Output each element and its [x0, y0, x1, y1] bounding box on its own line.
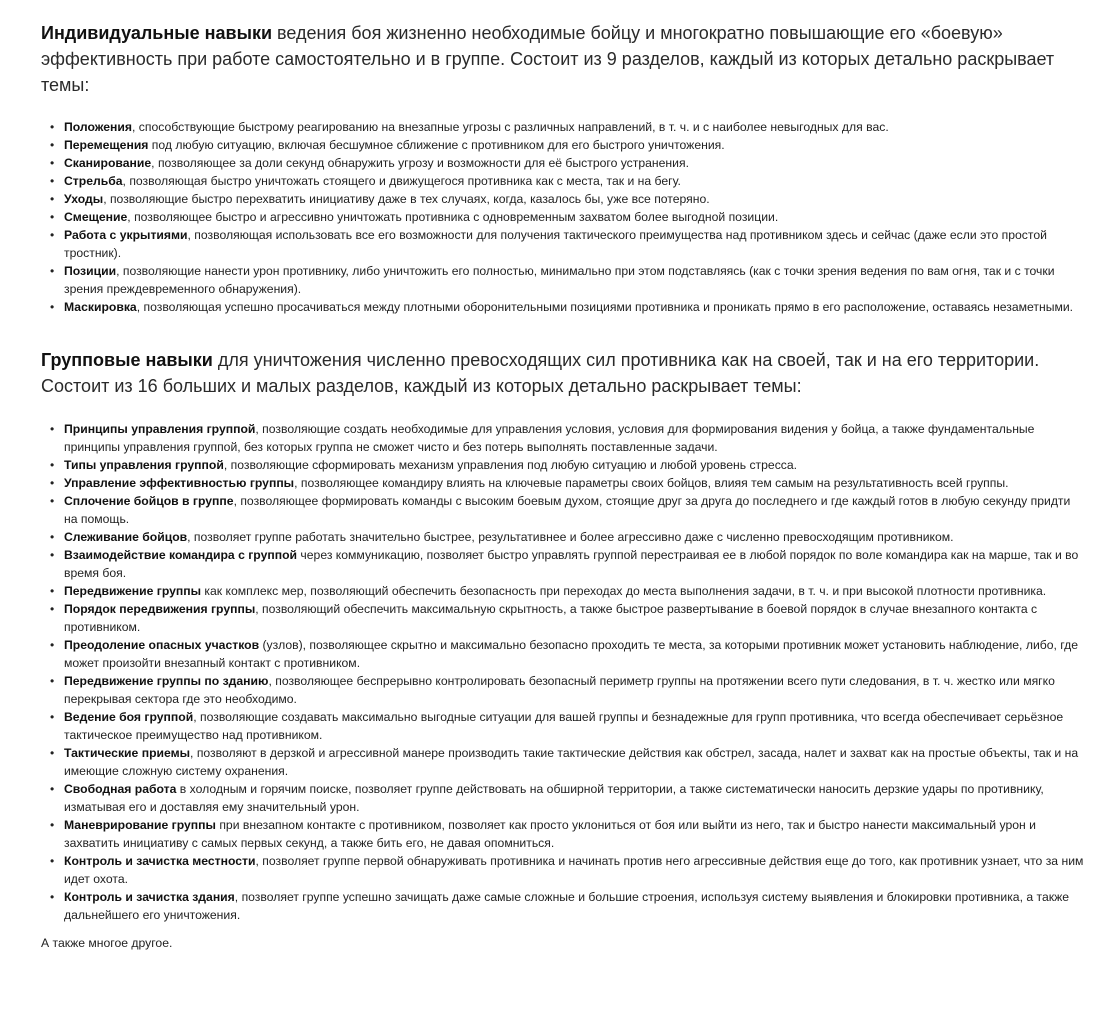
list-item-text: , позволяющие нанести урон противнику, либо уничтожить его полностью, минимально при этом подставляясь (как с точки зрения ведения по вам огня, так и с точки зрения преждевременного обнаружения).	[64, 264, 1055, 296]
list-item-term: Работа с укрытиями	[64, 228, 188, 242]
list-item-text: при внезапном контакте с противником, позволяет как просто уклониться от боя или выйти из него, так и быстро нанести максимальный урон и захватить инициативу с самых первых секунд, а также бить его, не давая опомниться.	[64, 818, 1036, 850]
bullet-icon: •	[50, 174, 55, 188]
bullet-icon: •	[50, 458, 55, 472]
list-item	[48, 672, 1084, 708]
list-item	[48, 420, 1084, 456]
bullet-icon: •	[50, 854, 55, 868]
list-item-text: через коммуникацию, позволяет быстро управлять группой перестраивая ее в любой порядок по воле командира как на марше, так и во время боя.	[64, 548, 1079, 580]
group-skills-intro-text: для уничтожения численно превосходящих сил противника как на своей, так и на его территории. Состоит из 16 больших и малых разделов, каждый из которых детально раскрывает темы:	[41, 350, 1040, 396]
list-item-term: Стрельба	[64, 174, 123, 188]
individual-skills-section	[41, 20, 1091, 316]
list-item-text: как комплекс мер, позволяющий обеспечить безопасность при переходах до места выполнения задачи, в т. ч. и при высокой плотности противника.	[201, 584, 1047, 598]
list-item	[48, 136, 1084, 154]
list-item-text: , позволяющая использовать все его возможности для получения тактического преимущества над противником здесь и сейчас (даже если это простой тростник).	[64, 228, 1047, 260]
list-item-text: , позволяющее формировать команды с высоким боевым духом, стоящие друг за друга до последнего и где каждый готов в любую секунду придти на помощь.	[64, 494, 1071, 526]
list-item	[48, 492, 1084, 528]
list-item	[48, 208, 1084, 226]
bullet-icon: •	[50, 228, 55, 242]
list-item-text: , позволяющий обеспечить максимальную скрытность, а также быстрое развертывание в боевой порядок в случае внезапного контакта с противником.	[64, 602, 1038, 634]
list-item-term: Передвижение группы по зданию	[64, 674, 269, 688]
list-item-term: Смещение	[64, 210, 128, 224]
group-skills-title: Групповые навыки	[41, 350, 213, 370]
list-item-term: Слеживание бойцов	[64, 530, 188, 544]
list-item	[48, 528, 1084, 546]
list-item	[48, 888, 1084, 924]
bullet-icon: •	[50, 494, 55, 508]
list-item	[48, 816, 1084, 852]
list-item-term: Порядок передвижения группы	[64, 602, 256, 616]
bullet-icon: •	[50, 548, 55, 562]
list-item-text: под любую ситуацию, включая бесшумное сближение с противником для его быстрого уничтожения.	[148, 138, 725, 152]
list-item	[48, 744, 1084, 780]
list-item	[48, 226, 1084, 262]
group-skills-intro	[41, 347, 1071, 399]
bullet-icon: •	[50, 674, 55, 688]
individual-skills-intro-text: ведения боя жизненно необходимые бойцу и многократно повышающие его «боевую» эффективность при работе самостоятельно и в группе. Состоит из 9 разделов, каждый из которых детально раскрывает темы:	[41, 23, 1055, 95]
bullet-icon: •	[50, 530, 55, 544]
list-item-text: , позволяющее за доли секунд обнаружить угрозу и возможности для её быстрого устранения.	[151, 156, 689, 170]
list-item-term: Сплочение бойцов в группе	[64, 494, 234, 508]
list-item-term: Контроль и зачистка здания	[64, 890, 235, 904]
article-content	[41, 20, 1091, 952]
list-item-term: Ведение боя группой	[64, 710, 194, 724]
list-item-text: , позволяющие быстро перехватить инициативу даже в тех случаях, когда, казалось бы, уже все потеряно.	[103, 192, 710, 206]
list-item-text: в холодным и горячим поиске, позволяет группе действовать на обширной территории, а также систематически наносить дерзкие удары по противнику, изматывая его и доставляя ему значительный урон.	[64, 782, 1044, 814]
list-item-term: Сканирование	[64, 156, 152, 170]
list-item	[48, 852, 1084, 888]
list-item-term: Тактические приемы	[64, 746, 191, 760]
bullet-icon: •	[50, 300, 55, 314]
list-item	[48, 172, 1084, 190]
list-item-text: , позволяющая быстро уничтожать стоящего и движущегося противника как с места, так и на бегу.	[122, 174, 681, 188]
bullet-icon: •	[50, 192, 55, 206]
list-item-term: Перемещения	[64, 138, 149, 152]
list-item	[48, 636, 1084, 672]
bullet-icon: •	[50, 602, 55, 616]
bullet-icon: •	[50, 422, 55, 436]
list-item	[48, 780, 1084, 816]
bullet-icon: •	[50, 782, 55, 796]
list-item	[48, 546, 1084, 582]
bullet-icon: •	[50, 746, 55, 760]
group-skills-list	[48, 420, 1084, 924]
list-item-term: Типы управления группой	[64, 458, 224, 472]
list-item-term: Маскировка	[64, 300, 137, 314]
list-item-text: , позволяет группе успешно зачищать даже самые сложные и большие строения, используя систему выявления и блокировки противника, а также дальнейшего его уничтожения.	[64, 890, 1070, 922]
bullet-icon: •	[50, 476, 55, 490]
individual-skills-list	[48, 118, 1084, 316]
list-item-text: , позволяющее беспрерывно контролировать безопасный периметр группы на протяжении всего пути следования, в т. ч. жестко или мягко перекрывая сектора где это необходимо.	[64, 674, 1055, 706]
list-item	[48, 456, 1084, 474]
group-skills-section	[41, 347, 1091, 924]
bullet-icon: •	[50, 138, 55, 152]
list-item-term: Маневрирование группы	[64, 818, 216, 832]
list-item-text: , способствующие быстрому реагированию на внезапные угрозы с различных направлений, в т. ч. и с наиболее невыгодных для вас.	[132, 120, 889, 134]
list-item-term: Взаимодействие командира с группой	[64, 548, 298, 562]
list-item	[48, 582, 1084, 600]
bullet-icon: •	[50, 890, 55, 904]
list-item-term: Передвижение группы	[64, 584, 202, 598]
list-item	[48, 474, 1084, 492]
list-item	[48, 600, 1084, 636]
bullet-icon: •	[50, 818, 55, 832]
individual-skills-title: Индивидуальные навыки	[41, 23, 273, 43]
list-item-term: Уходы	[64, 192, 104, 206]
bullet-icon: •	[50, 710, 55, 724]
bullet-icon: •	[50, 264, 55, 278]
list-item	[48, 708, 1084, 744]
footer-note: А также многое другое.	[41, 936, 173, 950]
list-item-term: Позиции	[64, 264, 117, 278]
list-item	[48, 118, 1084, 136]
list-item-text: , позволяющее быстро и агрессивно уничтожать противника с одновременным захватом более выгодной позиции.	[127, 210, 779, 224]
list-item-term: Положения	[64, 120, 132, 134]
list-item-term: Принципы управления группой	[64, 422, 256, 436]
list-item	[48, 298, 1084, 316]
list-item	[48, 262, 1084, 298]
list-item-text: , позволяет группе первой обнаруживать противника и начинать против него агрессивные действия еще до того, как противник узнает, что за ним идет охота.	[64, 854, 1084, 886]
bullet-icon: •	[50, 120, 55, 134]
bullet-icon: •	[50, 584, 55, 598]
bullet-icon: •	[50, 210, 55, 224]
list-item-term: Контроль и зачистка местности	[64, 854, 256, 868]
bullet-icon: •	[50, 638, 55, 652]
list-item-term: Преодоление опасных участков	[64, 638, 260, 652]
list-item-text: , позволяющие создать необходимые для управления условия, условия для формирования видения у бойца, а также фундаментальные принципы управления группой, без которых группа не сможет чисто и без потерь выполнять поставленные задачи.	[64, 422, 1035, 454]
list-item-text: , позволяющие сформировать механизм управления под любую ситуацию и любой уровень стресса.	[223, 458, 798, 472]
list-item-text: , позволяют в дерзкой и агрессивной манере производить такие тактические действия как обстрел, засада, налет и захват как на простые объекты, так и на имеющие сложную систему охранения.	[64, 746, 1079, 778]
list-item	[48, 154, 1084, 172]
list-item-text: (узлов), позволяющее скрытно и максимально безопасно проходить те места, за которыми противник может установить наблюдение, либо, где может произойти внезапный контакт с противником.	[64, 638, 1079, 670]
list-item-text: , позволяет группе работать значительно быстрее, результативнее и более агрессивно даже с численно превосходящим противником.	[187, 530, 954, 544]
list-item-text: , позволяющее командиру влиять на ключевые параметры своих бойцов, влияя тем самым на результативность всей группы.	[294, 476, 1009, 490]
list-item-term: Управление эффективностью группы	[64, 476, 295, 490]
individual-skills-intro	[41, 20, 1071, 98]
list-item-term: Свободная работа	[64, 782, 177, 796]
list-item-text: , позволяющие создавать максимально выгодные ситуации для вашей группы и безнадежные для групп противника, что всегда обеспечивает серьёзное тактическое преимущество над противником.	[64, 710, 1064, 742]
list-item	[48, 190, 1084, 208]
bullet-icon: •	[50, 156, 55, 170]
list-item-text: , позволяющая успешно просачиваться между плотными оборонительными позициями противника и проникать прямо в его расположение, оставаясь незаметными.	[136, 300, 1074, 314]
